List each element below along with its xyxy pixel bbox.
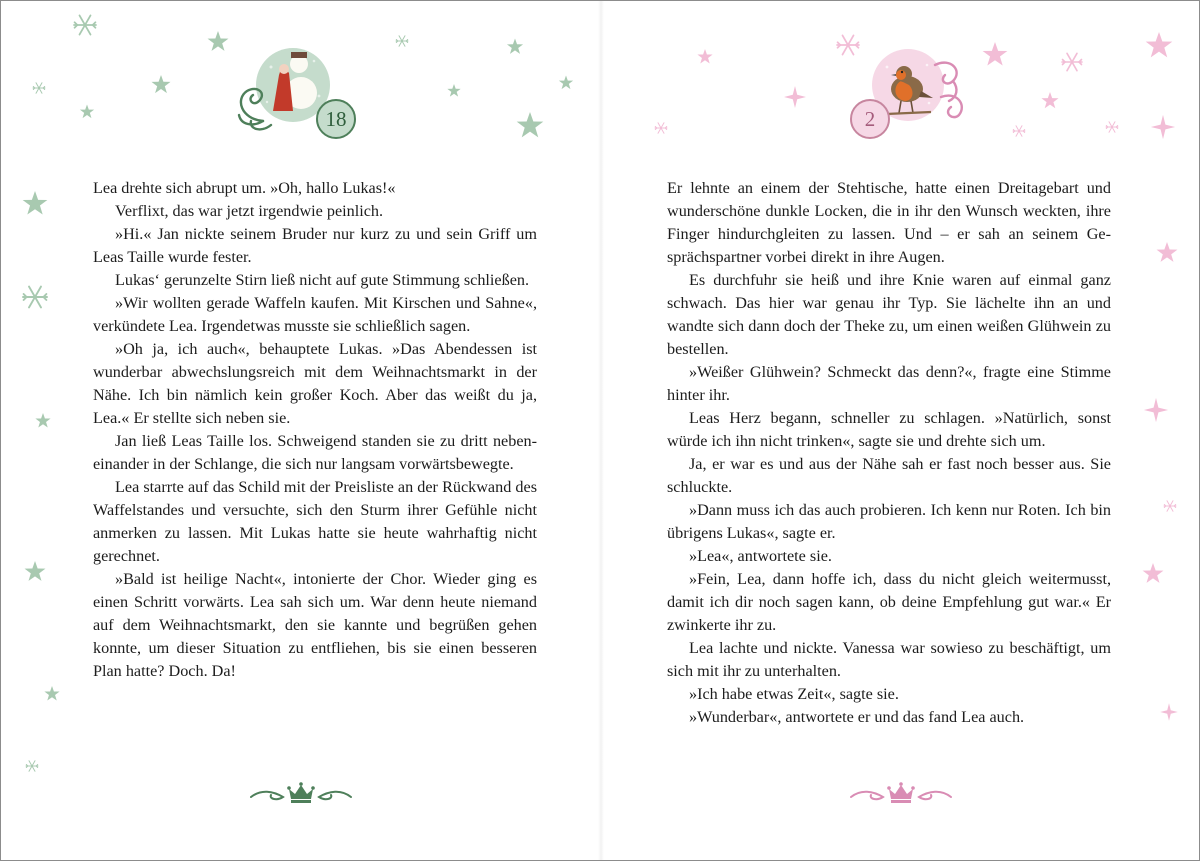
left-page — [1, 1, 600, 860]
day-number-badge: 18 — [316, 99, 356, 139]
paragraph: Er lehnte an einem der Stehtische, hatte einen Dreitagebart und wunderschöne dunkle Locken, die in ihr den Wunsch weckten, ihre Finger hindurchgleiten zu lassen. Und – er sah an seinem Gesprächspartner vorbei direkt in ihre Augen. — [667, 179, 1111, 266]
star-icon — [1146, 32, 1173, 57]
paragraph: Lea drehte sich abrupt um. »Oh, hallo Lukas!« — [93, 179, 396, 197]
paragraph: Es durchfuhr sie heiß und ihre Knie waren auf einmal ganz schwach. Das hier war genau ihr Typ. Sie lächelte ihn an und wandte sich dann doch der Theke zu, um einen weißen Glühwein zu bestellen. — [667, 271, 1111, 358]
star-icon — [35, 413, 50, 427]
paragraph: »Hi.« Jan nickte seinem Bruder nur kurz zu und sein Griff um Leas Taille wurde fester. — [93, 225, 537, 266]
snowflake-icon — [396, 36, 408, 46]
star-icon — [983, 42, 1008, 66]
paragraph: »Lea«, antwortete sie. — [689, 547, 832, 565]
snowflake-icon — [837, 35, 859, 54]
paragraph: Lukas‘ gerunzelte Stirn ließ nicht auf gute Stimmung schließen. — [115, 271, 530, 289]
star-icon — [1041, 92, 1058, 108]
star-icon — [44, 686, 59, 700]
star-icon — [1144, 398, 1168, 422]
paragraph: Ja, er war es und aus der Nähe sah er fast noch besser aus. Sie schluckte. — [667, 455, 1111, 496]
snowflake-icon — [655, 123, 667, 133]
star-icon — [1157, 242, 1178, 262]
crown-ornament — [847, 781, 955, 807]
day-number-badge: 2 — [850, 99, 890, 139]
paragraph: Lea starrte auf das Schild mit der Preisliste an der Rückwand des Waffelstandes und versuchte, sich den Sturm ihrer Gefühle nicht anmerken zu lassen. Mit Lukas hatte sie heute wahrhaftig nicht gerechnet. — [93, 478, 537, 565]
star-icon — [447, 84, 460, 97]
star-icon — [152, 75, 171, 93]
left-page-text — [93, 177, 537, 683]
star-icon — [1160, 703, 1178, 721]
star-icon — [517, 112, 544, 137]
snowflake-icon — [26, 761, 38, 771]
snowflake-icon — [1106, 122, 1118, 132]
paragraph: »Weißer Glühwein? Schmeckt das denn?«, fragte eine Stimme hinter ihr. — [667, 363, 1111, 404]
star-icon — [784, 86, 806, 108]
star-icon — [559, 76, 573, 90]
paragraph: »Oh ja, ich auch«, behauptete Lukas. »Das Abendessen ist wunderbar abwechslungsreich mit dem Weihnachtsmarkt in der Nähe. Ich bin nämlich kein großer Koch. Aber das weißt du ja, Lea.« Er stellte sich neben sie. — [93, 340, 537, 427]
paragraph: »Fein, Lea, dann hoffe ich, dass du nicht gleich weitermusst, damit ich dir noch sagen kann, ob deine Empfehlung gut war.« Er zwinkerte ihr zu. — [667, 570, 1111, 634]
paragraph: »Ich habe etwas Zeit«, sagte sie. — [689, 685, 899, 703]
paragraph: Leas Herz begann, schneller zu schlagen. »Natürlich, sonst würde ich ihn nicht trinken«, sagte sie und drehte sich um. — [667, 409, 1111, 450]
star-icon — [507, 39, 523, 54]
star-icon — [23, 191, 48, 215]
crown-ornament — [247, 781, 355, 807]
paragraph: Jan ließ Leas Taille los. Schweigend standen sie zu dritt nebeneinander in der Schlange, die sich nur langsam vorwärtsbewegte. — [93, 432, 537, 473]
snowflake-icon — [1062, 53, 1082, 70]
snowflake-icon — [1013, 126, 1025, 136]
paragraph: »Bald ist heilige Nacht«, intonierte der Chor. Wieder ging es einen Schritt vorwärts. Lea sah sich um. War denn heute niemand auf dem Weihnachtsmarkt, den sie kannte und begrüßen gehen konnte, um dieser Situation zu entfliehen, bis sie einen besseren Plan hatte? Doch. Da! — [93, 570, 537, 680]
star-icon — [1151, 115, 1175, 139]
paragraph: »Dann muss ich das auch probieren. Ich kenn nur Roten. Ich bin übrigens Lukas«, sagte er. — [667, 501, 1111, 542]
star-icon — [697, 49, 712, 63]
paragraph: Lea lachte und nickte. Vanessa war sowieso zu beschäftigt, um sich mit ihr zu unterhalten. — [667, 639, 1111, 680]
snowflake-icon — [33, 83, 45, 93]
right-page-text — [667, 177, 1111, 729]
paragraph: Verflixt, das war jetzt irgendwie peinlich. — [115, 202, 384, 220]
star-icon — [80, 105, 94, 119]
star-icon — [1143, 563, 1164, 583]
snowflake-icon — [1164, 501, 1176, 511]
snowflake-icon — [23, 287, 47, 308]
paragraph: »Wunderbar«, antwortete er und das fand Lea auch. — [689, 708, 1025, 726]
paragraph: »Wir wollten gerade Waffeln kaufen. Mit Kirschen und Sahne«, verkündete Lea. Irgendetwas musste sie schließlich sagen. — [93, 294, 537, 335]
star-icon — [208, 31, 229, 51]
right-page — [601, 1, 1200, 860]
snowflake-icon — [74, 15, 96, 34]
star-icon — [25, 561, 46, 581]
